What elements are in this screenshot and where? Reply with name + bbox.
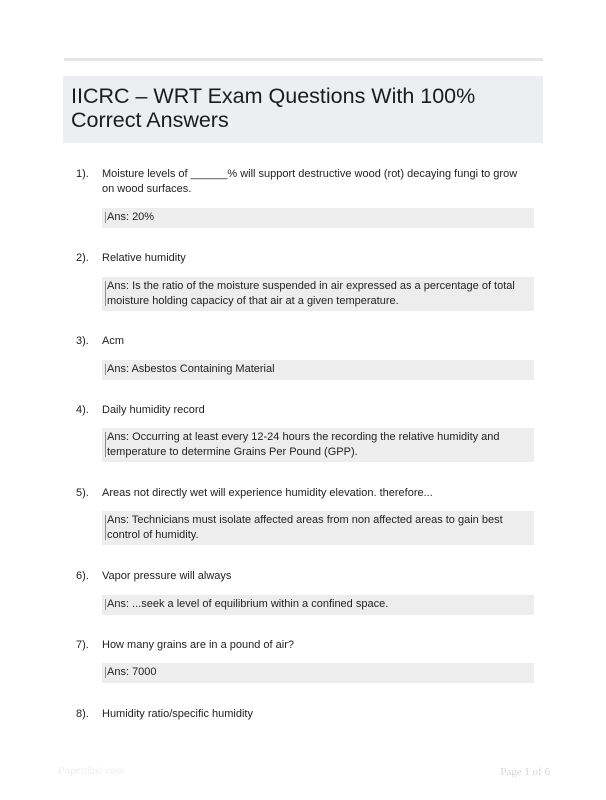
answer-text: Ans: ...seek a level of equilibrium within a confined space. — [107, 598, 389, 610]
question-number: 3). — [76, 335, 89, 347]
answer-box — [102, 663, 534, 683]
answer-text: Ans: 7000 — [107, 666, 157, 678]
question-text: Humidity ratio/specific humidity — [102, 708, 253, 720]
question-text: How many grains are in a pound of air? — [102, 639, 294, 651]
question-number: 4). — [76, 404, 89, 416]
page-indicator: Page 1 of 6 — [500, 766, 550, 778]
answer-box — [102, 360, 534, 380]
answer-accent-bar — [105, 599, 106, 610]
answer-text: Ans: Is the ratio of the moisture suspended in air expressed as a percentage of total moisture holding capacicy of that air at a given temperature. — [107, 280, 515, 307]
footer-watermark: Papertibic.com — [58, 766, 125, 777]
question-text: Daily humidity record — [102, 404, 205, 416]
answer-box — [102, 511, 534, 545]
answer-box — [102, 208, 534, 228]
question-number: 6). — [76, 570, 89, 582]
answer-accent-bar — [105, 432, 106, 457]
answer-text: Ans: Asbestos Containing Material — [107, 363, 275, 375]
question-number: 7). — [76, 639, 89, 651]
question-text: Acm — [102, 335, 124, 347]
question-number: 5). — [76, 487, 89, 499]
question-text: Relative humidity — [102, 252, 186, 264]
title-banner — [63, 76, 543, 143]
question-text: Vapor pressure will always — [102, 570, 232, 582]
answer-text: Ans: Technicians must isolate affected areas from non affected areas to gain best control of humidity. — [107, 514, 503, 541]
answer-text: Ans: Occurring at least every 12-24 hours the recording the relative humidity and temperature to determine Grains Per Pound (GPP). — [107, 431, 500, 458]
answer-accent-bar — [105, 281, 106, 306]
question-text: Moisture levels of ______% will support destructive wood (rot) decaying fungi to grow on wood surfaces. — [102, 168, 518, 195]
answer-accent-bar — [105, 364, 106, 375]
question-text: Areas not directly wet will experience humidity elevation. therefore... — [102, 487, 433, 499]
answer-box — [102, 428, 534, 462]
answer-box — [102, 277, 534, 311]
answer-accent-bar — [105, 212, 106, 223]
answer-accent-bar — [105, 515, 106, 540]
answer-text: Ans: 20% — [107, 211, 155, 223]
question-number: 8). — [76, 708, 89, 720]
question-number: 1). — [76, 168, 89, 180]
answer-accent-bar — [105, 667, 106, 678]
question-number: 2). — [76, 252, 89, 264]
top-divider — [64, 58, 543, 61]
page-title: IICRC – WRT Exam Questions With 100% Correct Answers — [71, 84, 476, 132]
answer-box — [102, 595, 534, 615]
